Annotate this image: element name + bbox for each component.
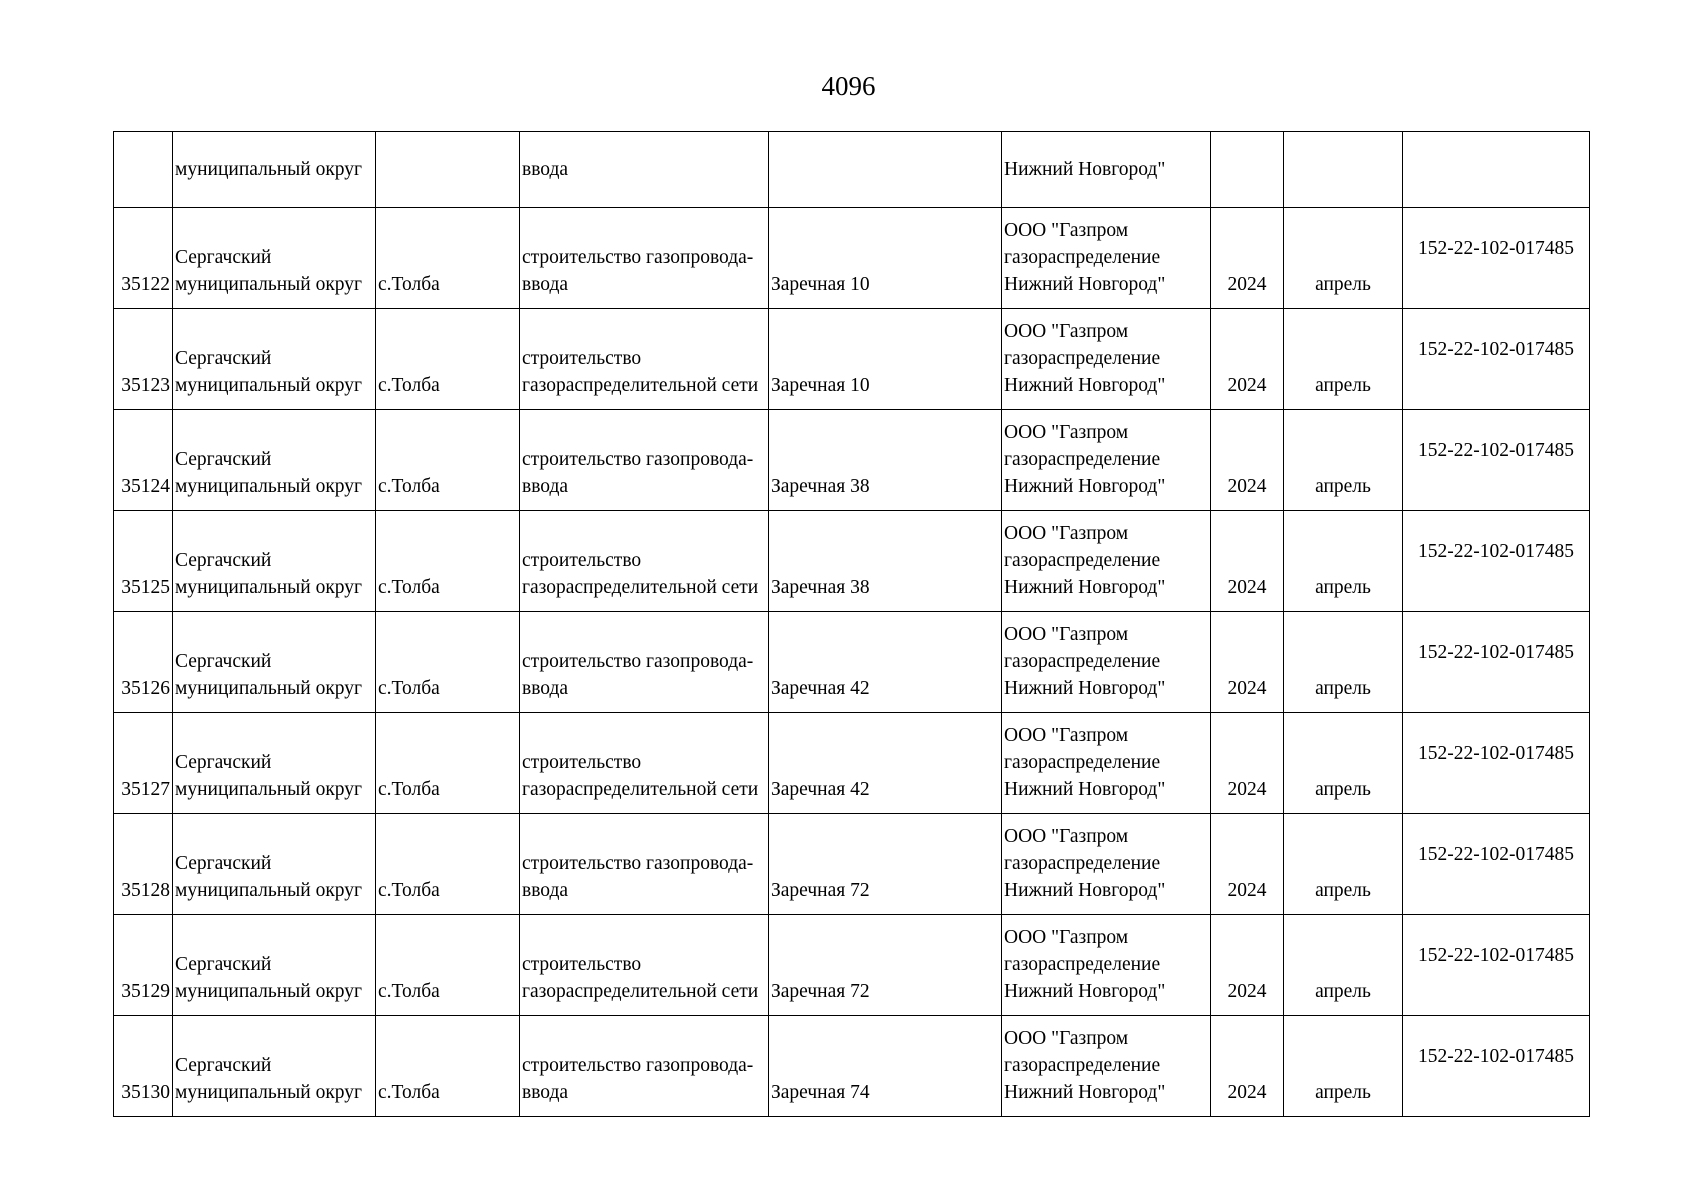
organization-line-2: газораспределение [1004,853,1161,874]
month-cell [1284,132,1403,208]
year-cell: 2024 [1211,814,1284,915]
locality-cell: с.Толба [376,208,520,309]
work-type-line-1: строительство газопровода- [522,1055,754,1076]
work-type-line-2: газораспределительной сети [522,577,759,598]
work-type-line-2: ввода [522,476,569,497]
organization-cell [1002,814,1211,915]
district-type: муниципальный округ [175,779,363,800]
district-cell: муниципальный округ [173,132,376,208]
registry-number-cell: 152-22-102-017485 [1403,1016,1590,1117]
row-number-cell [114,132,173,208]
work-type-cell [520,713,769,814]
month-cell: апрель [1284,511,1403,612]
address-cell: Заречная 42 [769,713,1002,814]
address-cell: Заречная 72 [769,814,1002,915]
registry-number-cell: 152-22-102-017485 [1403,208,1590,309]
organization-line-2: газораспределение [1004,449,1161,470]
work-type-line-1: строительство [522,954,642,975]
registry-number-cell: 152-22-102-017485 [1403,814,1590,915]
address-cell: Заречная 38 [769,410,1002,511]
district-name: Сергачский [175,651,272,672]
row-number-cell: 35130 [114,1016,173,1117]
work-type-line-2: газораспределительной сети [522,375,759,396]
table-row-continuation [114,132,1590,208]
row-number-cell: 35127 [114,713,173,814]
organization-cell [1002,1016,1211,1117]
organization-line-3: Нижний Новгород" [1004,577,1166,598]
year-cell [1211,132,1284,208]
organization-cell [1002,410,1211,511]
locality-cell: с.Толба [376,1016,520,1117]
address-cell [769,132,1002,208]
work-type-line-1: строительство газопровода- [522,247,754,268]
work-type-line-2: газораспределительной сети [522,981,759,1002]
organization-cell: Нижний Новгород" [1002,132,1211,208]
district-cell [173,915,376,1016]
address-cell: Заречная 72 [769,915,1002,1016]
address-cell: Заречная 10 [769,208,1002,309]
month-cell: апрель [1284,309,1403,410]
row-number-cell: 35125 [114,511,173,612]
locality-cell: с.Толба [376,309,520,410]
year-cell: 2024 [1211,713,1284,814]
district-cell [173,1016,376,1117]
registry-number-cell: 152-22-102-017485 [1403,713,1590,814]
registry-number-cell: 152-22-102-017485 [1403,915,1590,1016]
locality-cell: с.Толба [376,713,520,814]
table-row [114,511,1590,612]
address-cell: Заречная 74 [769,1016,1002,1117]
year-cell: 2024 [1211,511,1284,612]
registry-table [113,131,1590,1117]
month-cell: апрель [1284,915,1403,1016]
organization-line-1: ООО "Газпром [1004,1028,1129,1049]
work-type-line-2: ввода [522,274,569,295]
row-number-cell: 35129 [114,915,173,1016]
district-type: муниципальный округ [175,1082,363,1103]
work-type-line-2: ввода [522,880,569,901]
table-row [114,713,1590,814]
district-type: муниципальный округ [175,375,363,396]
organization-line-2: газораспределение [1004,752,1161,773]
organization-line-3: Нижний Новгород" [1004,1082,1166,1103]
district-name: Сергачский [175,752,272,773]
row-number-cell: 35126 [114,612,173,713]
district-cell [173,713,376,814]
work-type-cell [520,1016,769,1117]
district-type: муниципальный округ [175,678,363,699]
organization-line-1: ООО "Газпром [1004,422,1129,443]
address-cell: Заречная 10 [769,309,1002,410]
organization-line-3: Нижний Новгород" [1004,779,1166,800]
district-name: Сергачский [175,449,272,470]
organization-line-2: газораспределение [1004,550,1161,571]
month-cell: апрель [1284,612,1403,713]
work-type-cell [520,410,769,511]
table-row [114,814,1590,915]
locality-cell: с.Толба [376,814,520,915]
locality-cell: с.Толба [376,511,520,612]
work-type-line-2: ввода [522,678,569,699]
organization-cell [1002,713,1211,814]
work-type-line-2: ввода [522,1082,569,1103]
registry-number-cell: 152-22-102-017485 [1403,410,1590,511]
work-type-line-1: строительство [522,752,642,773]
address-cell: Заречная 38 [769,511,1002,612]
work-type-cell [520,814,769,915]
organization-cell [1002,511,1211,612]
district-cell [173,208,376,309]
row-number-cell: 35124 [114,410,173,511]
table-row [114,208,1590,309]
organization-line-2: газораспределение [1004,1055,1161,1076]
work-type-cell [520,309,769,410]
organization-cell [1002,915,1211,1016]
organization-line-1: ООО "Газпром [1004,725,1129,746]
locality-cell: с.Толба [376,410,520,511]
district-name: Сергачский [175,853,272,874]
work-type-cell [520,511,769,612]
work-type-line-2: газораспределительной сети [522,779,759,800]
page-number: 4096 [821,71,876,101]
year-cell: 2024 [1211,915,1284,1016]
organization-line-1: ООО "Газпром [1004,927,1129,948]
month-cell: апрель [1284,208,1403,309]
district-cell [173,410,376,511]
registry-number-cell [1403,132,1590,208]
organization-line-2: газораспределение [1004,651,1161,672]
district-type: муниципальный округ [175,880,363,901]
district-cell [173,309,376,410]
organization-line-1: ООО "Газпром [1004,523,1129,544]
organization-line-3: Нижний Новгород" [1004,375,1166,396]
year-cell: 2024 [1211,612,1284,713]
district-type: муниципальный округ [175,274,363,295]
district-type: муниципальный округ [175,577,363,598]
district-name: Сергачский [175,247,272,268]
table-row [114,410,1590,511]
address-cell: Заречная 42 [769,612,1002,713]
year-cell: 2024 [1211,410,1284,511]
year-cell: 2024 [1211,1016,1284,1117]
district-name: Сергачский [175,954,272,975]
organization-line-2: газораспределение [1004,954,1161,975]
work-type-cell [520,915,769,1016]
row-number-cell: 35123 [114,309,173,410]
district-name: Сергачский [175,348,272,369]
work-type-line-1: строительство газопровода- [522,651,754,672]
district-cell [173,814,376,915]
work-type-cell [520,208,769,309]
month-cell: апрель [1284,1016,1403,1117]
table-row [114,1016,1590,1117]
month-cell: апрель [1284,814,1403,915]
month-cell: апрель [1284,410,1403,511]
locality-cell: с.Толба [376,915,520,1016]
organization-line-1: ООО "Газпром [1004,220,1129,241]
table-row [114,612,1590,713]
district-cell [173,511,376,612]
year-cell: 2024 [1211,309,1284,410]
organization-line-3: Нижний Новгород" [1004,678,1166,699]
work-type-cell: ввода [520,132,769,208]
organization-cell [1002,612,1211,713]
work-type-line-1: строительство [522,348,642,369]
organization-line-2: газораспределение [1004,348,1161,369]
organization-line-3: Нижний Новгород" [1004,880,1166,901]
locality-cell [376,132,520,208]
registry-number-cell: 152-22-102-017485 [1403,309,1590,410]
organization-line-3: Нижний Новгород" [1004,274,1166,295]
work-type-line-1: строительство [522,550,642,571]
row-number-cell: 35128 [114,814,173,915]
table-row [114,309,1590,410]
work-type-line-1: строительство газопровода- [522,853,754,874]
district-name: Сергачский [175,550,272,571]
month-cell: апрель [1284,713,1403,814]
district-cell [173,612,376,713]
organization-line-1: ООО "Газпром [1004,624,1129,645]
organization-line-1: ООО "Газпром [1004,826,1129,847]
organization-line-1: ООО "Газпром [1004,321,1129,342]
organization-line-2: газораспределение [1004,247,1161,268]
organization-cell [1002,309,1211,410]
registry-number-cell: 152-22-102-017485 [1403,612,1590,713]
year-cell: 2024 [1211,208,1284,309]
registry-number-cell: 152-22-102-017485 [1403,511,1590,612]
work-type-cell [520,612,769,713]
organization-cell [1002,208,1211,309]
work-type-line-1: строительство газопровода- [522,449,754,470]
table-row [114,915,1590,1016]
organization-line-3: Нижний Новгород" [1004,981,1166,1002]
district-type: муниципальный округ [175,476,363,497]
locality-cell: с.Толба [376,612,520,713]
district-type: муниципальный округ [175,981,363,1002]
district-name: Сергачский [175,1055,272,1076]
organization-line-3: Нижний Новгород" [1004,476,1166,497]
row-number-cell: 35122 [114,208,173,309]
